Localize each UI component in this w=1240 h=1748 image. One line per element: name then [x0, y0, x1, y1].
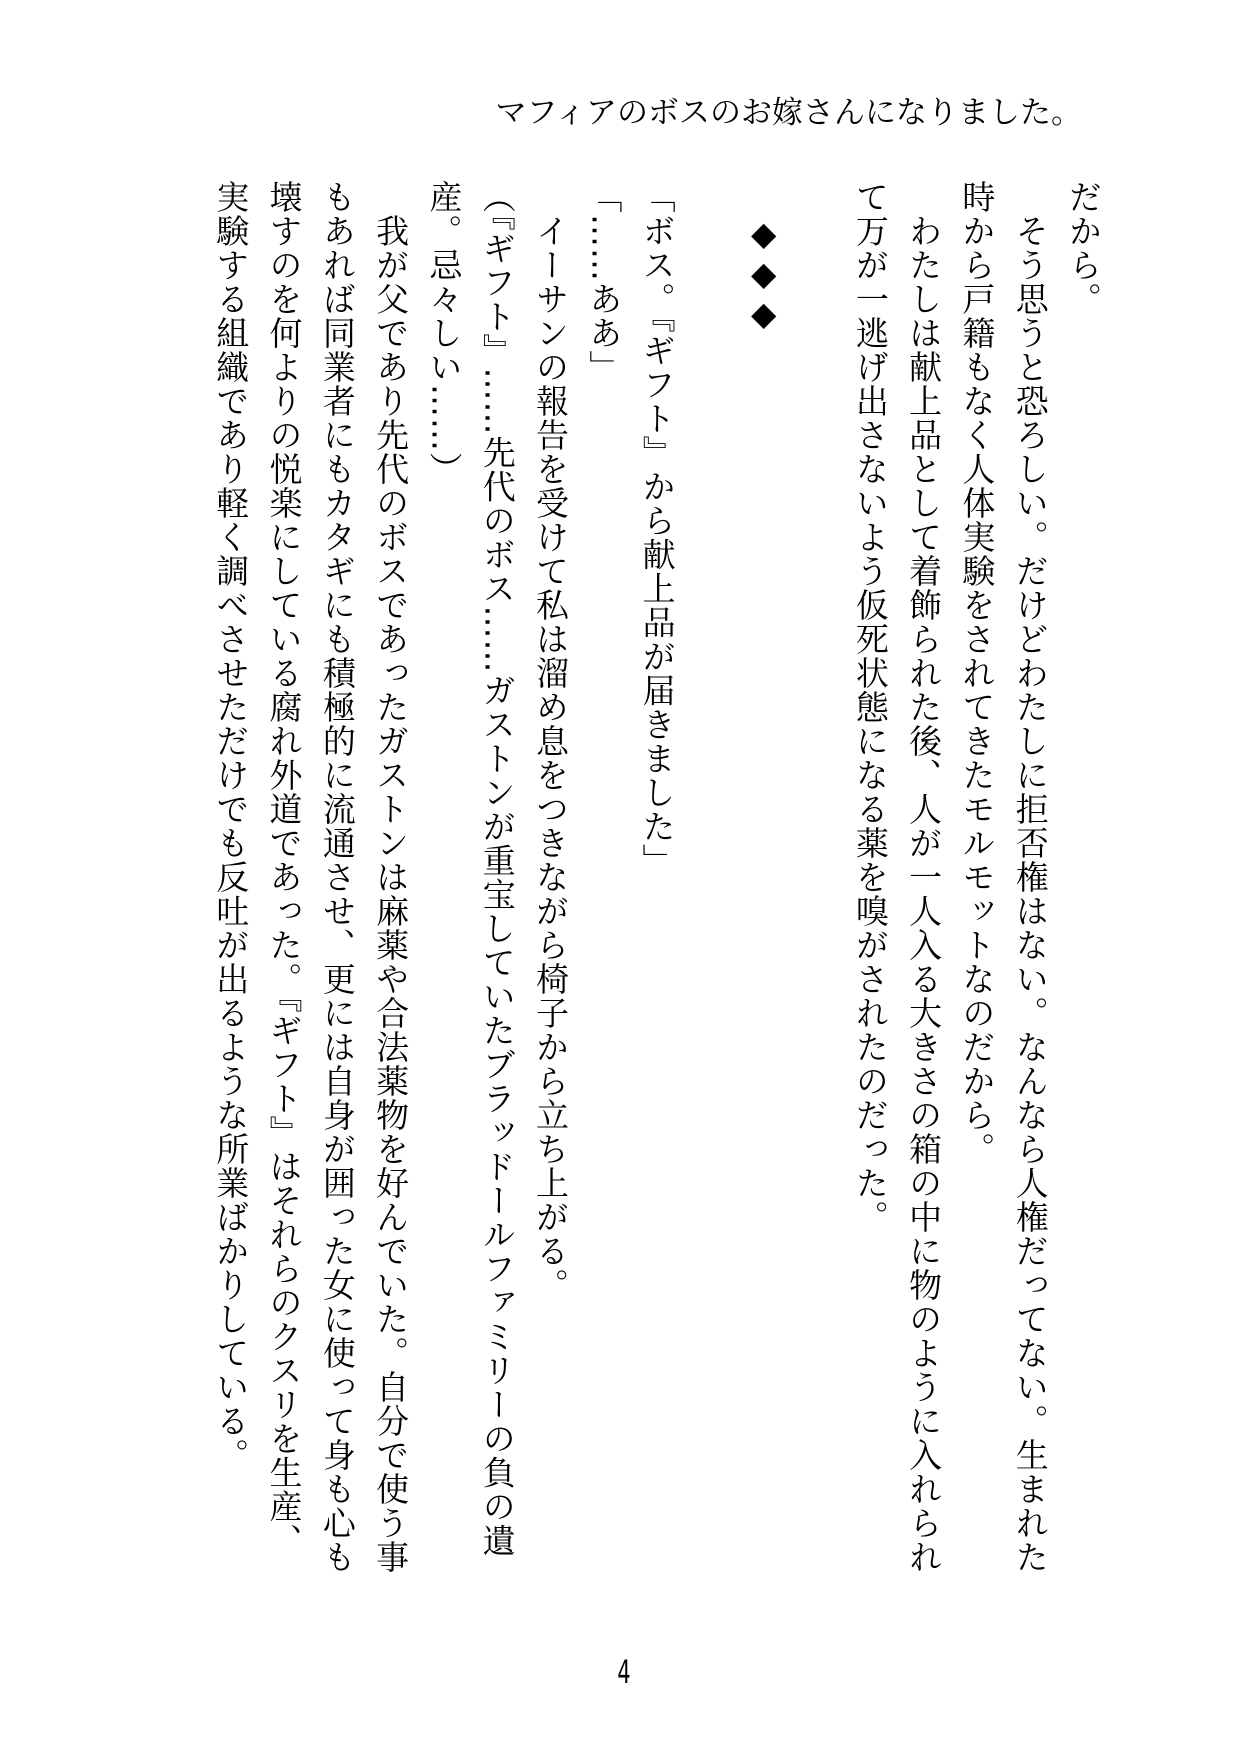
text-line: 時から戸籍もなく人体実験をされてきたモルモットなのだから。 [957, 180, 997, 1166]
text-line: そう思うと恐ろしい。だけどわたしに拒否権はない。なんなら人権だってない。生まれた [1010, 180, 1050, 1574]
text-line: 我が父であり先代のボスであったガストンは麻薬や合法薬物を好んでいた。自分で使う事 [371, 180, 411, 1574]
text-line: て万が一逃げ出さないよう仮死状態になる薬を嗅がされたのだった。 [850, 180, 890, 1234]
blank-line [684, 180, 737, 1620]
vertical-body-text [204, 180, 1110, 1620]
running-title: マフィアのボスのお嫁さんになりました。 [495, 95, 1082, 131]
text-line: 実験する組織であり軽く調べさせただけでも反吐が出るような所業ばかりしている。 [211, 180, 251, 1472]
text-line: 「……ああ」 [584, 180, 624, 384]
text-line: （『ギフト』……先代のボス……ガストンが重宝していたブラッドールファミリーの負の遺 [477, 180, 517, 1558]
text-line: もあれば同業者にもカタギにも積極的に流通させ、更には自身が囲った女に使って身も心も [317, 180, 357, 1574]
text-line: 産。忌々しい……） [424, 180, 464, 486]
text-line: イーサンの報告を受けて私は溜め息をつきながら椅子から立ち上がる。 [531, 180, 571, 1302]
text-line: だから。 [1064, 180, 1103, 316]
page-number: 4 [617, 1653, 631, 1691]
blank-line [790, 180, 843, 1620]
text-line: わたしは献上品として着飾られた後、人が一人入る大きさの箱の中に物のように入れられ [904, 180, 944, 1574]
text-line: 壊すのを何よりの悦楽にしている腐れ外道であった。『ギフト』はそれらのクスリを生産、 [264, 180, 304, 1558]
text-line: 「ボス。『ギフト』から献上品が届きました」 [637, 180, 677, 878]
scene-break-diamonds: ◆◆◆ [744, 180, 784, 334]
